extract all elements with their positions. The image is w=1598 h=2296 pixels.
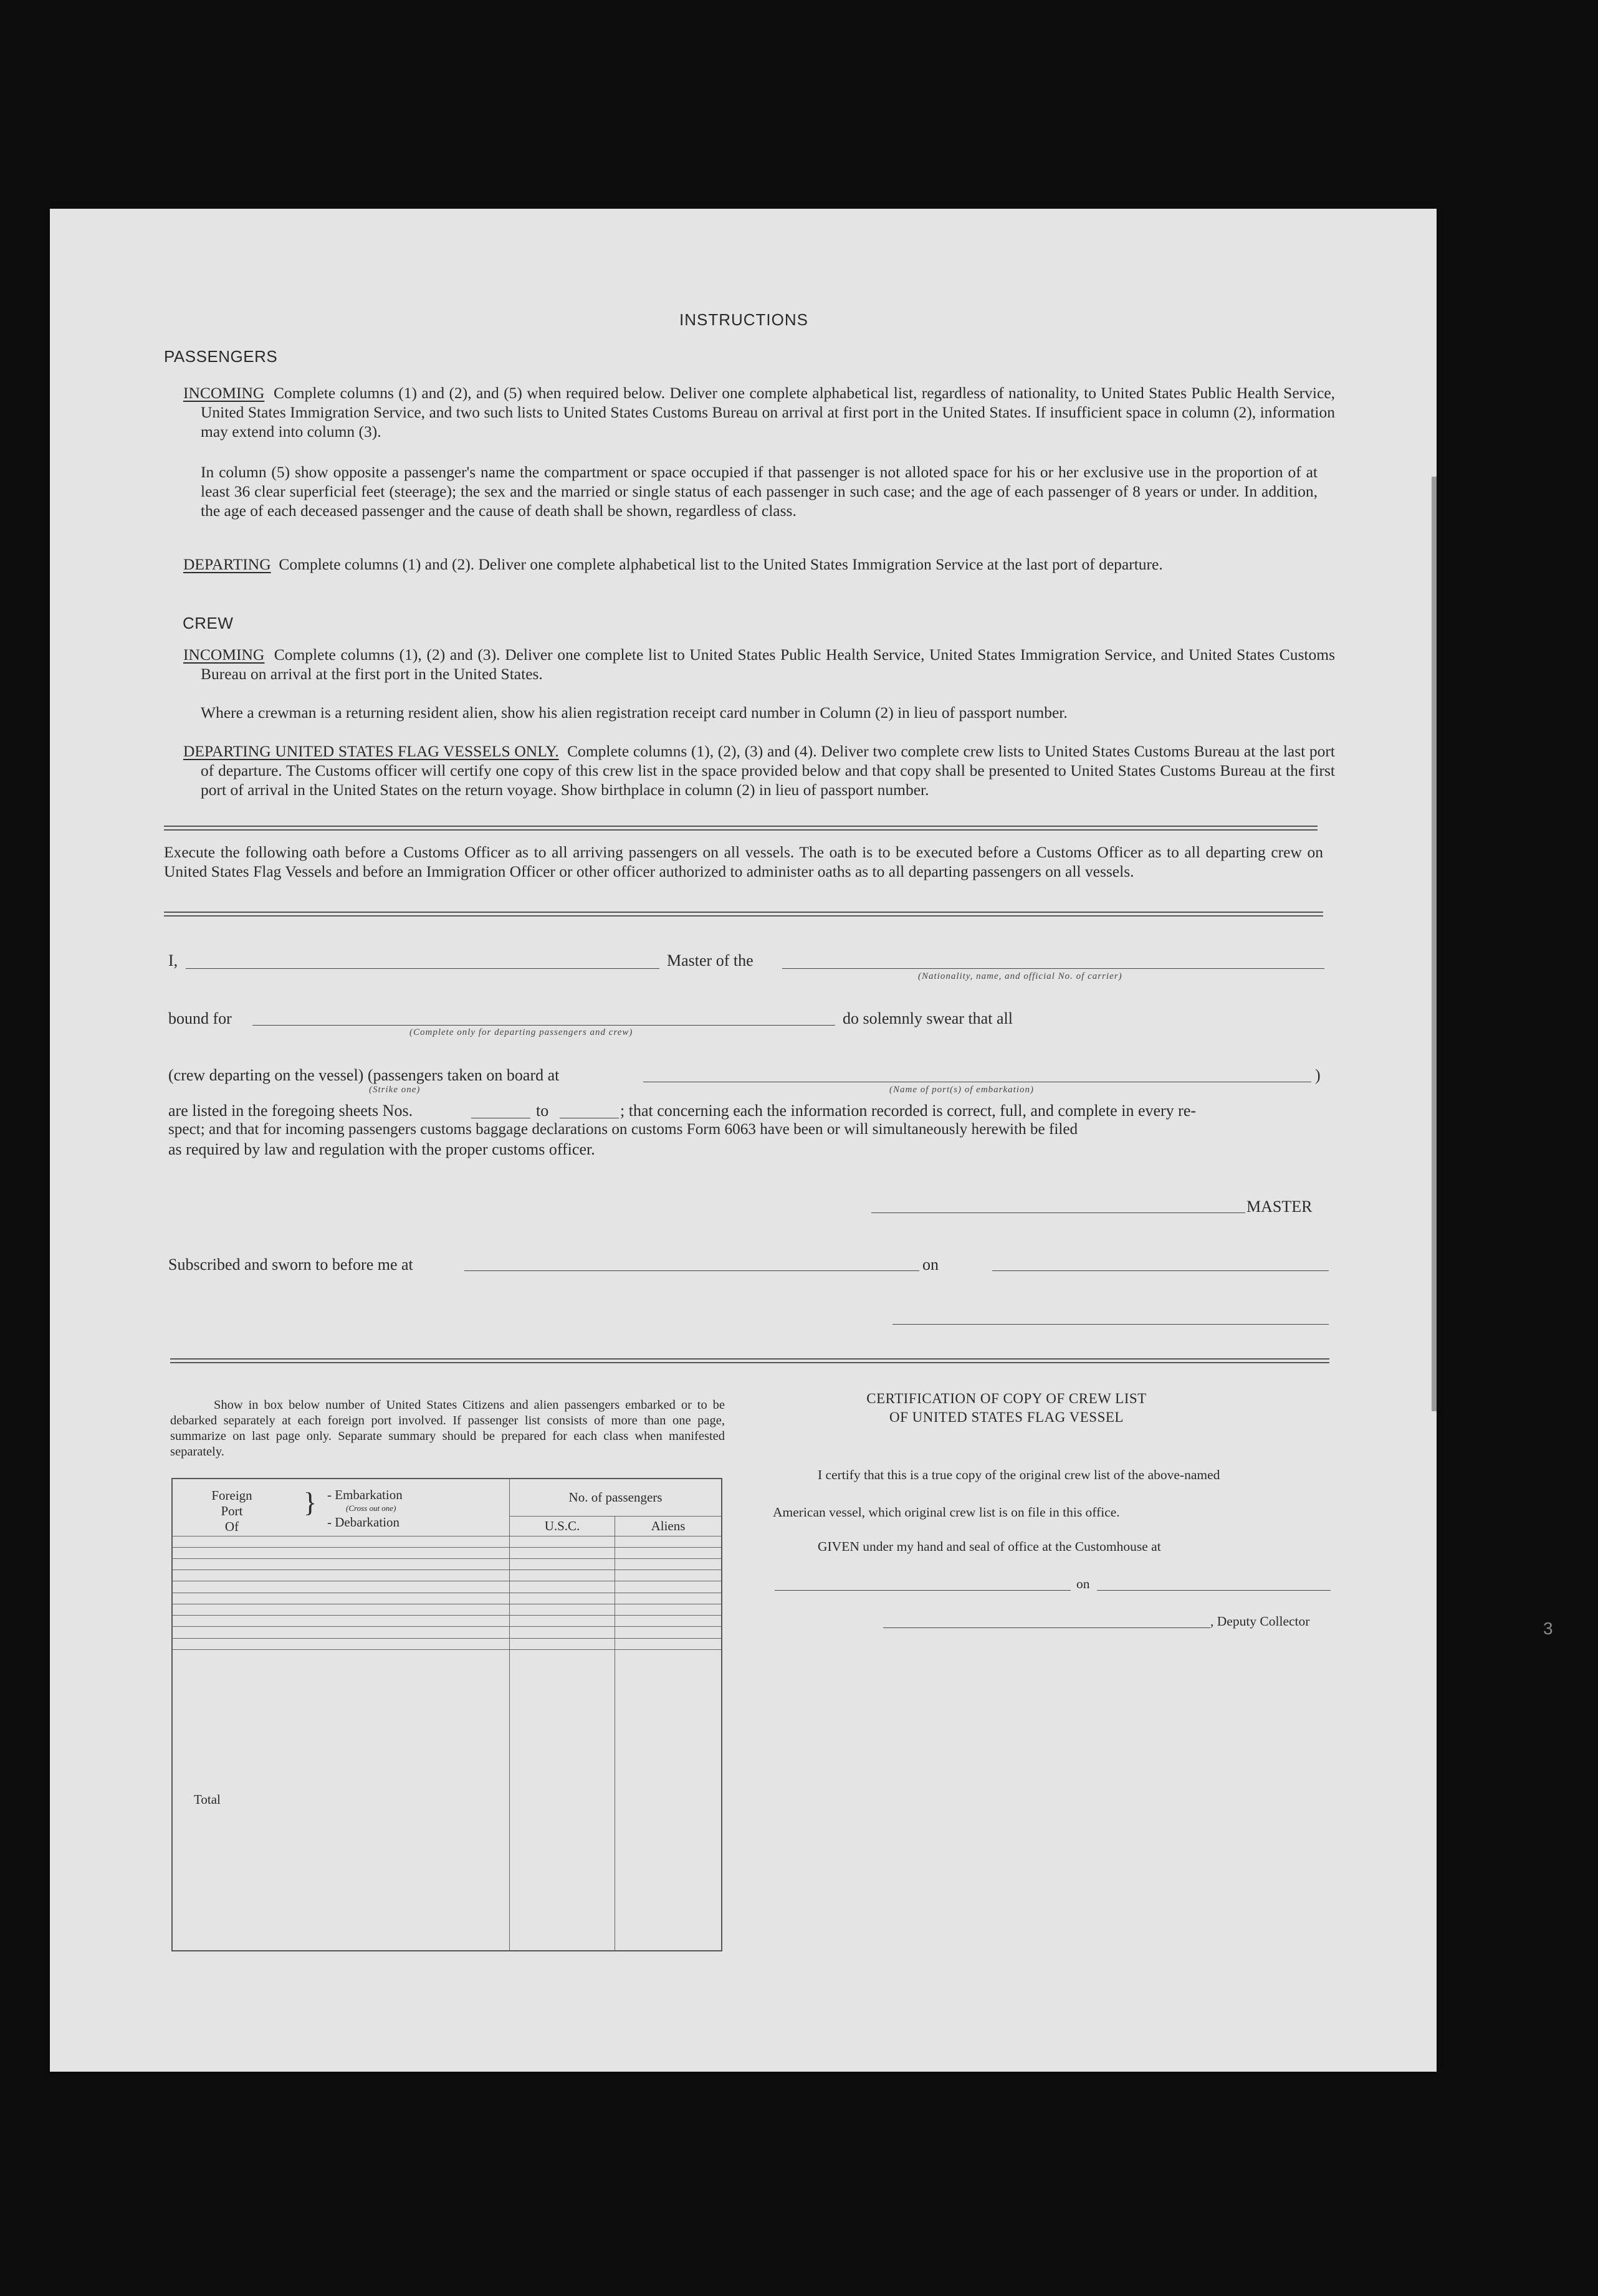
certification-title — [767, 1389, 1246, 1427]
aliens-cell[interactable] — [615, 1536, 722, 1547]
instructions-title: INSTRUCTIONS — [679, 310, 808, 329]
embarkation-label: - Embarkation — [327, 1487, 403, 1502]
master-signature-label: MASTER — [1246, 1198, 1313, 1216]
port-header-cell — [172, 1479, 510, 1536]
aliens-cell[interactable] — [615, 1638, 722, 1649]
oath-line-3: as required by law and regulation with the proper customs officer. — [168, 1140, 595, 1158]
usc-cell[interactable] — [510, 1558, 615, 1570]
table-row — [172, 1570, 722, 1581]
usc-cell[interactable] — [510, 1547, 615, 1558]
passengers-departing-text: Complete columns (1) and (2). Deliver one complete alphabetical list to the United States Immigration Service at the last port of departure. — [279, 555, 1163, 573]
passenger-summary-table — [171, 1478, 722, 1951]
certification-date-field[interactable] — [1097, 1590, 1331, 1591]
passengers-heading: PASSENGERS — [164, 347, 278, 366]
debarkation-label: - Debarkation — [327, 1515, 400, 1530]
table-row — [172, 1638, 722, 1649]
port-label: Port — [221, 1503, 243, 1518]
divider-2 — [164, 912, 1323, 917]
no-passengers-header: No. of passengers — [510, 1479, 722, 1516]
divider-3 — [170, 1358, 1329, 1363]
carrier-caption: (Nationality, name, and official No. of carrier) — [918, 971, 1122, 981]
passengers-departing-paragraph — [183, 555, 1335, 574]
table-row — [172, 1536, 722, 1547]
table-row — [172, 1558, 722, 1570]
total-row — [172, 1649, 722, 1951]
subscribed-place-field[interactable] — [464, 1270, 919, 1271]
close-paren: ) — [1315, 1066, 1321, 1084]
usc-cell[interactable] — [510, 1581, 615, 1593]
oath-intro: Execute the following oath before a Customs Officer as to all arriving passengers on all vessels. The oath is to be executed before a Customs Officer as to all departing crew on United States Flag Vessels and before an Immigration Officer or other officer authorized to administer oaths as to all departing passengers on all vessels. — [164, 843, 1323, 880]
usc-cell[interactable] — [510, 1616, 615, 1627]
aliens-cell[interactable] — [615, 1547, 722, 1558]
table-row — [172, 1604, 722, 1615]
deputy-collector-label: , Deputy Collector — [1210, 1614, 1310, 1629]
listed-rest: ; that concerning each the information recorded is correct, full, and complete in every re- — [620, 1102, 1197, 1120]
subscribed-date-field[interactable] — [992, 1270, 1329, 1271]
of-label: Of — [224, 1519, 239, 1534]
page-edge — [1432, 477, 1437, 1411]
cross-out-caption: (Cross out one) — [346, 1503, 396, 1513]
usc-cell[interactable] — [510, 1536, 615, 1547]
port-cell[interactable] — [172, 1536, 510, 1547]
aliens-header: Aliens — [615, 1516, 722, 1536]
port-cell[interactable] — [172, 1627, 510, 1638]
swear-text: do solemnly swear that all — [843, 1009, 1013, 1027]
to-label: to — [536, 1102, 549, 1120]
port-cell[interactable] — [172, 1638, 510, 1649]
passengers-departing-label: DEPARTING — [183, 555, 271, 573]
crew-departing-label: DEPARTING UNITED STATES FLAG VESSELS ONLY. — [183, 742, 559, 760]
usc-header: U.S.C. — [510, 1516, 615, 1536]
divider-1 — [164, 826, 1318, 831]
passengers-incoming-paragraph — [183, 383, 1335, 441]
passengers-incoming-text: Complete columns (1) and (2), and (5) when required below. Deliver one complete alphabetical list, regardless of nationality, to United States Public Health Service, United States Immigration Service, and two such lists to United States Customs Bureau on arrival at first port in the United States. If insufficient space in column (2), information may extend into column (3). — [201, 384, 1336, 441]
embarkation-options — [327, 1488, 403, 1529]
subscribed-label: Subscribed and sworn to before me at — [168, 1255, 413, 1274]
aliens-cell[interactable] — [615, 1604, 722, 1615]
aliens-cell[interactable] — [615, 1616, 722, 1627]
port-cell[interactable] — [172, 1581, 510, 1593]
brace: } — [304, 1487, 317, 1518]
master-name-field[interactable] — [186, 968, 659, 969]
deputy-signature-field[interactable] — [883, 1627, 1210, 1628]
port-cell[interactable] — [172, 1570, 510, 1581]
table-row — [172, 1593, 722, 1604]
crew-incoming-label: INCOMING — [183, 645, 265, 664]
certification-on-label: on — [1076, 1576, 1090, 1591]
usc-cell[interactable] — [510, 1604, 615, 1615]
certification-line-1: I certify that this is a true copy of the original crew list of the above-named — [818, 1467, 1220, 1482]
oath-line-2: spect; and that for incoming passengers customs baggage declarations on customs Form 6063 have been or will simultaneously herewith be filed — [168, 1121, 1078, 1138]
total-label: Total — [172, 1649, 510, 1951]
port-cell[interactable] — [172, 1547, 510, 1558]
strike-one-caption: (Strike one) — [369, 1085, 421, 1095]
certification-title-line-2: OF UNITED STATES FLAG VESSEL — [889, 1409, 1124, 1425]
master-of-the-label: Master of the — [667, 951, 754, 969]
foreign-label: Foreign — [211, 1488, 252, 1503]
crew-resident-paragraph: Where a crewman is a returning resident alien, show his alien registration receipt card number in Column (2) in lieu of passport number. — [201, 703, 1068, 722]
usc-cell[interactable] — [510, 1638, 615, 1649]
port-cell[interactable] — [172, 1616, 510, 1627]
crew-incoming-text: Complete columns (1), (2) and (3). Deliver one complete list to United States Public Health Service, United States Immigration Service, and United States Customs Bureau on arrival at the first port in the United States. — [201, 645, 1336, 683]
port-cell[interactable] — [172, 1558, 510, 1570]
table-row — [172, 1627, 722, 1638]
passengers-column5-paragraph: In column (5) show opposite a passenger's name the compartment or space occupied if that passenger is not alloted space for his or her exclusive use in the proportion of at least 36 clear superficial feet (steerage); the sex and the married or single status of each passenger in such case; and the age of each passenger of 8 years or under. In addition, the age of each deceased passenger and the cause of death shall be shown, regardless of class. — [201, 463, 1318, 520]
passengers-incoming-label: INCOMING — [183, 384, 265, 402]
crew-passengers-text: (crew departing on the vessel) (passengers taken on board at — [168, 1066, 560, 1084]
bound-for-label: bound for — [168, 1009, 232, 1027]
crew-departing-paragraph — [183, 741, 1335, 799]
listed-prefix: are listed in the foregoing sheets Nos. — [168, 1102, 413, 1120]
bound-for-field[interactable] — [252, 1025, 835, 1026]
aliens-cell[interactable] — [615, 1570, 722, 1581]
usc-cell[interactable] — [510, 1627, 615, 1638]
margin-mark: 3 — [1543, 1619, 1553, 1638]
total-usc-cell[interactable] — [510, 1649, 615, 1951]
crew-departing-text: Complete columns (1), (2), (3) and (4). Deliver two complete crew lists to United States Customs Bureau at the last port of departure. The Customs officer will certify one copy of this crew list in the space provided below and that copy shall be presented to United States Customs Bureau at the first port of arrival in the United States on the return voyage. Show birthplace in column (2) in lieu of passport number. — [201, 742, 1335, 799]
aliens-cell[interactable] — [615, 1593, 722, 1604]
certification-title-line-1: CERTIFICATION OF COPY OF CREW LIST — [866, 1391, 1147, 1406]
foreign-port-of — [210, 1488, 254, 1535]
total-aliens-cell[interactable] — [615, 1649, 722, 1951]
table-row — [172, 1581, 722, 1593]
oath-i-label: I, — [168, 951, 178, 969]
carrier-field[interactable] — [782, 968, 1324, 969]
usc-cell[interactable] — [510, 1593, 615, 1604]
crew-heading: CREW — [183, 614, 234, 632]
certification-line-2: American vessel, which original crew list is on file in this office. — [773, 1505, 1120, 1520]
crew-incoming-paragraph — [183, 645, 1335, 684]
table-row — [172, 1616, 722, 1627]
master-signature-field[interactable] — [871, 1212, 1245, 1213]
port-cell[interactable] — [172, 1593, 510, 1604]
bound-for-caption: (Complete only for departing passengers and crew) — [409, 1027, 633, 1037]
certification-line-3: GIVEN under my hand and seal of office at the Customhouse at — [818, 1539, 1161, 1554]
port-caption: (Name of port(s) of embarkation) — [889, 1085, 1034, 1095]
summary-instructions: Show in box below number of United States Citizens and alien passengers embarked or to be debarked separately at each foreign port involved. If passenger list consists of more than one page, summarize on last page only. Separate summary should be prepared for each class when manifested separately. — [170, 1398, 725, 1459]
usc-cell[interactable] — [510, 1570, 615, 1581]
aliens-cell[interactable] — [615, 1581, 722, 1593]
aliens-cell[interactable] — [615, 1627, 722, 1638]
form-page — [50, 209, 1437, 2072]
officer-signature-field[interactable] — [892, 1324, 1329, 1325]
subscribed-on-label: on — [922, 1255, 939, 1274]
port-cell[interactable] — [172, 1604, 510, 1615]
aliens-cell[interactable] — [615, 1558, 722, 1570]
table-row — [172, 1547, 722, 1558]
customhouse-field[interactable] — [775, 1590, 1071, 1591]
